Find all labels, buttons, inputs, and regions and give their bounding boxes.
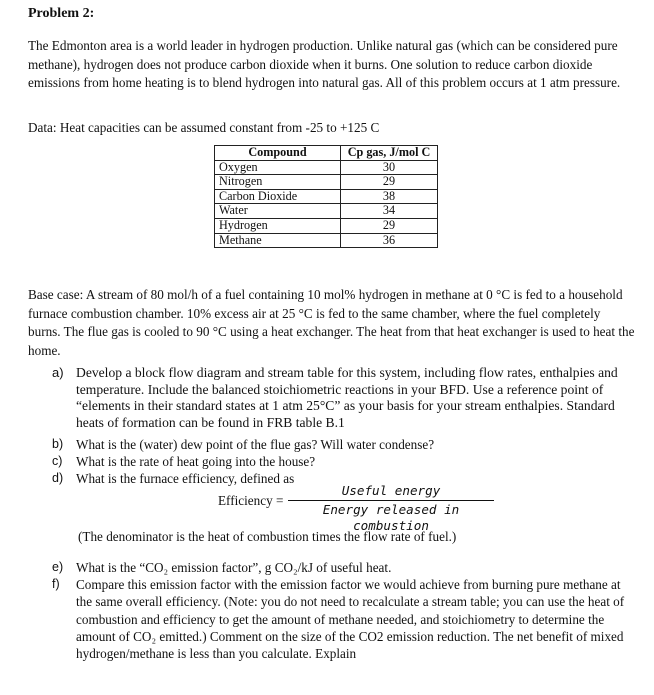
denominator-note: (The denominator is the heat of combustion times the flow rate of fuel.) bbox=[78, 529, 457, 544]
question-text: What is the rate of heat going into the house? bbox=[76, 454, 316, 470]
data-line: Data: Heat capacities can be assumed constant from -25 to +125 C bbox=[28, 120, 380, 135]
compound-cell: Nitrogen bbox=[215, 175, 341, 190]
cp-cell: 36 bbox=[341, 233, 438, 248]
question-text: Develop a block flow diagram and stream table for this system, including flow rates, enthalpies and temperature. Include the balanced stoichiometric reactions in your BFD. Use a reference point of “elements in their standard states at 1 atm 25°C” as your basis for your stream enthalpies. Standard heats of formation can be found in FRB table B.1 bbox=[76, 365, 618, 430]
table-row bbox=[215, 233, 438, 248]
question-label: a) bbox=[52, 365, 64, 380]
intro-paragraph: The Edmonton area is a world leader in hydrogen production. Unlike natural gas (which can be considered pure methane), hydrogen does not produce carbon dioxide when it burns. One solution to reduce carbon dioxide emissions from home heating is to blend hydrogen into natural gas. All of this problem occurs at 1 atm pressure. bbox=[28, 38, 621, 91]
table-row bbox=[215, 204, 438, 219]
column-header-cp: Cp gas, J/mol C bbox=[341, 146, 438, 161]
question-list-ef bbox=[52, 559, 632, 662]
question-a bbox=[52, 365, 632, 431]
problem-title: Problem 2: bbox=[28, 6, 95, 21]
compound-cell: Water bbox=[215, 204, 341, 219]
efficiency-label: Efficiency = bbox=[218, 493, 284, 508]
cp-cell: 29 bbox=[341, 175, 438, 190]
question-b bbox=[52, 436, 632, 453]
fraction-numerator: Useful energy bbox=[341, 483, 441, 498]
cp-cell: 38 bbox=[341, 189, 438, 204]
table-row bbox=[215, 189, 438, 204]
fraction-bar bbox=[288, 500, 494, 501]
question-text: Compare this emission factor with the emission factor we would achieve from burning pure methane at the same overall efficiency. (Note: you do not need to recalculate a stream table; you can use the heat of combustion and efficiency to get the amount of methane needed, and stoichiometry to determine the amount of CO₂ emitted.) Comment on the size of the CO2 emission reduction. The net benefit of mixed hydrogen/methane is less than you calculate. Explain bbox=[76, 577, 625, 662]
question-text: What is the furnace efficiency, defined as bbox=[76, 471, 295, 487]
question-label: f) bbox=[52, 577, 60, 592]
base-case-paragraph: Base case: A stream of 80 mol/h of a fuel containing 10 mol% hydrogen in methane at 0 °C is fed to a household furnace combustion chamber. 10% excess air at 25 °C is fed to the same chamber, where the fuel completely burns. The flue gas is cooled to 90 °C using a heat exchanger. The heat from that heat exchanger is used to heat the home. bbox=[28, 287, 635, 358]
compound-cell: Oxygen bbox=[215, 160, 341, 175]
table-row bbox=[215, 160, 438, 175]
heat-capacity-table bbox=[214, 145, 438, 248]
question-label: e) bbox=[52, 560, 64, 574]
cp-cell: 34 bbox=[341, 204, 438, 219]
question-e bbox=[52, 559, 632, 576]
question-f bbox=[52, 576, 632, 662]
table-row bbox=[215, 175, 438, 190]
question-text: What is the “CO₂ emission factor”, g CO₂/kJ of useful heat. bbox=[76, 560, 392, 575]
question-text: What is the (water) dew point of the flue gas? Will water condense? bbox=[76, 437, 435, 452]
column-header-compound: Compound bbox=[215, 146, 341, 161]
question-label: b) bbox=[52, 437, 64, 451]
question-c bbox=[52, 453, 632, 470]
fraction-denominator: Energy released in combustion bbox=[322, 502, 460, 533]
table-header-row bbox=[215, 146, 438, 161]
compound-cell: Methane bbox=[215, 233, 341, 248]
question-list-a bbox=[52, 365, 632, 431]
question-label: c) bbox=[52, 454, 63, 469]
compound-cell: Carbon Dioxide bbox=[215, 189, 341, 204]
cp-cell: 30 bbox=[341, 160, 438, 175]
efficiency-fraction bbox=[288, 483, 494, 533]
table-row bbox=[215, 218, 438, 233]
cp-cell: 29 bbox=[341, 218, 438, 233]
question-label: d) bbox=[52, 471, 64, 486]
question-list-bcd bbox=[52, 436, 632, 488]
compound-cell: Hydrogen bbox=[215, 218, 341, 233]
